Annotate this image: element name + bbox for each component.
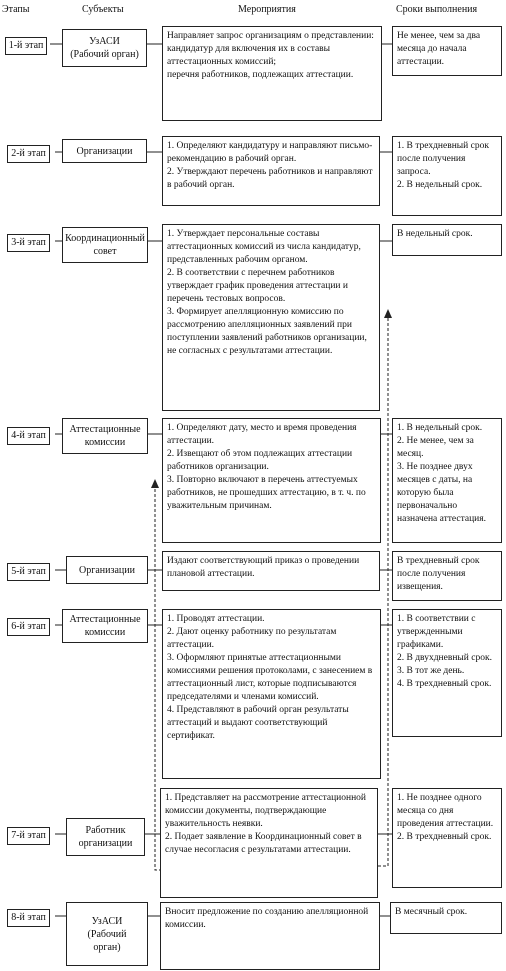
actions-box-7: 1. Представляет на рассмотрение аттестационной комиссии документы, подтверждающие уважительность неявки. 2. Подает заявление в Координационный совет в случае несогласия с результатами аттестации. xyxy=(160,788,378,898)
stage-label-6: 6-й этап xyxy=(2,618,55,636)
deadline-box-6: 1. В соответствии с утвержденными графиками. 2. В двухдневный срок. 3. В тот же день. 4. В трехдневный срок. xyxy=(392,609,502,737)
header-actions: Мероприятия xyxy=(238,4,296,15)
actions-box-8: Вносит предложение по созданию апелляционной комиссии. xyxy=(160,902,380,970)
subject-box-6: Аттестационные комиссии xyxy=(62,609,148,643)
stage-label-2: 2-й этап xyxy=(2,145,55,163)
actions-box-6: 1. Проводят аттестации. 2. Дают оценку работнику по результатам аттестации. 3. Оформляют принятые аттестационными комиссиями решения протоколами, с занесением в аттестационный лист, которые подписываются председателями и членами комиссий. 4. Представляют в рабочий орган результаты аттестаций и выдают соответствующий сертификат. xyxy=(162,609,381,779)
subject-box-7: Работник организации xyxy=(66,818,145,856)
actions-box-5: Издают соответствующий приказ о проведении плановой аттестации. xyxy=(162,551,380,591)
subject-box-3: Координационный совет xyxy=(62,227,148,263)
subject-box-5: Организации xyxy=(66,556,148,584)
header-deadlines: Сроки выполнения xyxy=(396,4,478,15)
deadline-box-4: 1. В недельный срок. 2. Не менее, чем за месяц. 3. Не позднее двух месяцев с даты, на которую была первоначально назначена аттестация. xyxy=(392,418,502,543)
arrowhead-up-icon xyxy=(151,479,159,488)
stage-label-8: 8-й этап xyxy=(2,909,55,927)
subject-box-2: Организации xyxy=(62,139,147,163)
actions-box-4: 1. Определяют дату, место и время проведения аттестации. 2. Извещают об этом подлежащих аттестации работников организации. 3. Повторно включают в перечень аттестуемых работников, не прошедших аттестацию, в т. ч. по уважительным причинам. xyxy=(162,418,381,543)
actions-box-3: 1. Утверждает персональные составы аттестационных комиссий из числа кандидатур, представленных рабочим органом. 2. В соответствии с перечнем работников утверждает график проведения аттестации и перечень тестовых вопросов. 3. Формирует апелляционную комиссию по рассмотрению апелляционных заявлений при поступлении заявлений работников организации, не согласных с результатами аттестации. xyxy=(162,224,380,411)
subject-box-4: Аттестационные комиссии xyxy=(62,418,148,454)
deadline-box-2: 1. В трехдневный срок после получения запроса. 2. В недельный срок. xyxy=(392,136,502,216)
actions-box-2: 1. Определяют кандидатуру и направляют письмо-рекомендацию в рабочий орган. 2. Утверждают перечень работников и направляют в рабочий орган. xyxy=(162,136,380,206)
stage-label-3: 3-й этап xyxy=(2,234,55,252)
stage-label-5: 5-й этап xyxy=(2,563,55,581)
deadline-box-8: В месячный срок. xyxy=(390,902,502,934)
deadline-box-3: В недельный срок. xyxy=(392,224,502,256)
stage-label-4: 4-й этап xyxy=(2,427,55,445)
stage-label-1: 1-й этап xyxy=(2,37,50,55)
header-subjects: Субъекты xyxy=(82,4,124,15)
arrowhead-up-icon xyxy=(384,309,392,318)
deadline-box-7: 1. Не позднее одного месяца со дня проведения аттестации. 2. В трехдневный срок. xyxy=(392,788,502,888)
deadline-box-5: В трехдневный срок после получения извещения. xyxy=(392,551,502,601)
header-stages: Этапы xyxy=(2,4,30,15)
subject-box-8: УзАСИ (Рабочий орган) xyxy=(66,902,148,966)
actions-box-1: Направляет запрос организациям о представлении: кандидатур для включения их в составы аттестационных комиссий; перечня работников, подлежащих аттестации. xyxy=(162,26,382,121)
subject-box-1: УзАСИ (Рабочий орган) xyxy=(62,29,147,67)
stage-label-7: 7-й этап xyxy=(2,827,55,845)
deadline-box-1: Не менее, чем за два месяца до начала аттестации. xyxy=(392,26,502,76)
